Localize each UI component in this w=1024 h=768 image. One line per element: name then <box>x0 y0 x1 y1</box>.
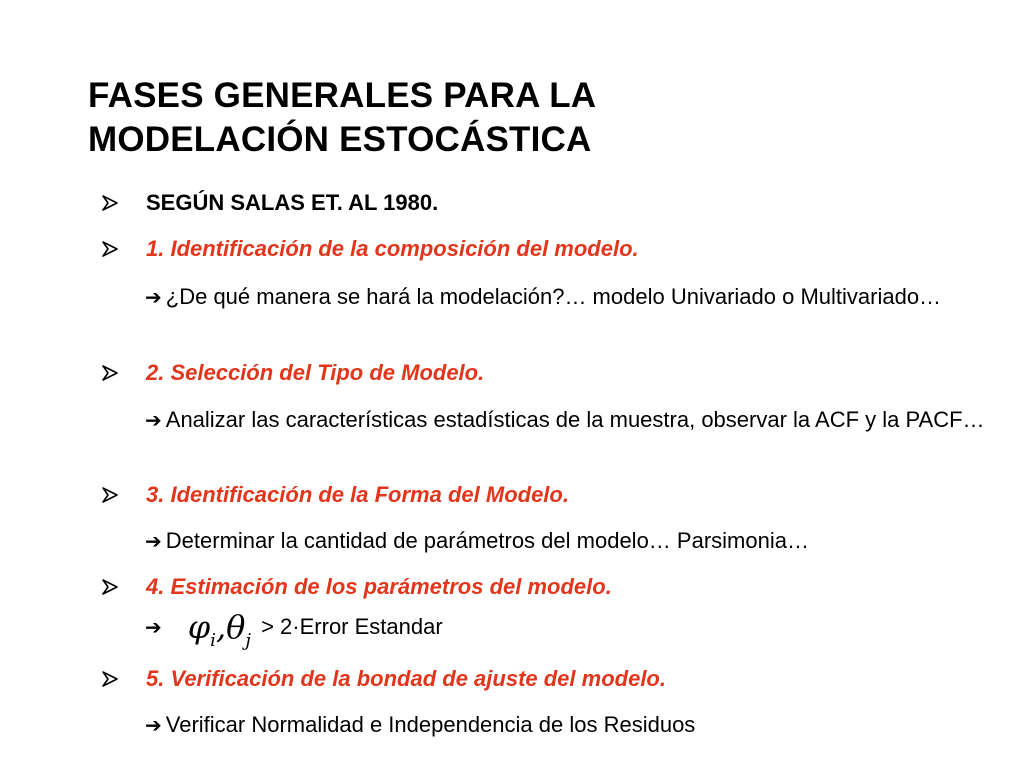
sub-item-body <box>145 528 1015 555</box>
sub-item-body <box>145 407 1015 434</box>
sub-item-body <box>145 284 1015 311</box>
bullet-text: 2. Selección del Tipo de Modelo. <box>146 360 485 385</box>
sub-item-text: > 2·Error Estandar <box>261 614 443 639</box>
arrowhead-bullet-icon <box>101 194 119 212</box>
bullet-text: SEGÚN SALAS ET. AL 1980. <box>146 190 439 215</box>
phi-symbol: φ <box>187 608 211 646</box>
right-arrow-icon: ➔ <box>145 287 162 309</box>
phi-subscript: i <box>210 630 216 651</box>
bullet-text: 1. Identificación de la composición del modelo. <box>146 236 639 261</box>
arrowhead-bullet-icon <box>101 364 119 382</box>
title-line-2: MODELACIÓN ESTOCÁSTICA <box>88 120 592 159</box>
bullet-text: 3. Identificación de la Forma del Modelo. <box>146 482 569 507</box>
sub-item-text: ¿De qué manera se hará la modelación?… modelo Univariado o Multivariado… <box>165 284 942 309</box>
sub-item-text: Verificar Normalidad e Independencia de los Residuos <box>165 712 696 737</box>
arrowhead-bullet-icon <box>101 670 119 688</box>
theta-subscript: j <box>245 630 251 651</box>
bullet-text: 5. Verificación de la bondad de ajuste del modelo. <box>146 666 666 691</box>
arrowhead-bullet-icon <box>101 486 119 504</box>
right-arrow-icon: ➔ <box>145 617 162 639</box>
sub-item-body <box>145 608 1015 654</box>
bullet-text: 4. Estimación de los parámetros del modelo. <box>146 574 612 599</box>
arrowhead-bullet-icon <box>101 578 119 596</box>
parameter-formula <box>187 608 251 654</box>
sub-item-body <box>145 712 1015 739</box>
right-arrow-icon: ➔ <box>145 715 162 737</box>
formula-separator: , <box>215 608 227 646</box>
title-line-1: FASES GENERALES PARA LA <box>88 76 597 115</box>
right-arrow-icon: ➔ <box>145 410 162 432</box>
sub-item-text: Analizar las características estadísticas de la muestra, observar la ACF y la PACF… <box>165 407 985 432</box>
theta-symbol: θ <box>226 608 246 646</box>
slide-title <box>88 74 596 162</box>
right-arrow-icon: ➔ <box>145 531 162 553</box>
sub-item-text: Determinar la cantidad de parámetros del modelo… Parsimonia… <box>165 528 809 553</box>
arrowhead-bullet-icon <box>101 240 119 258</box>
